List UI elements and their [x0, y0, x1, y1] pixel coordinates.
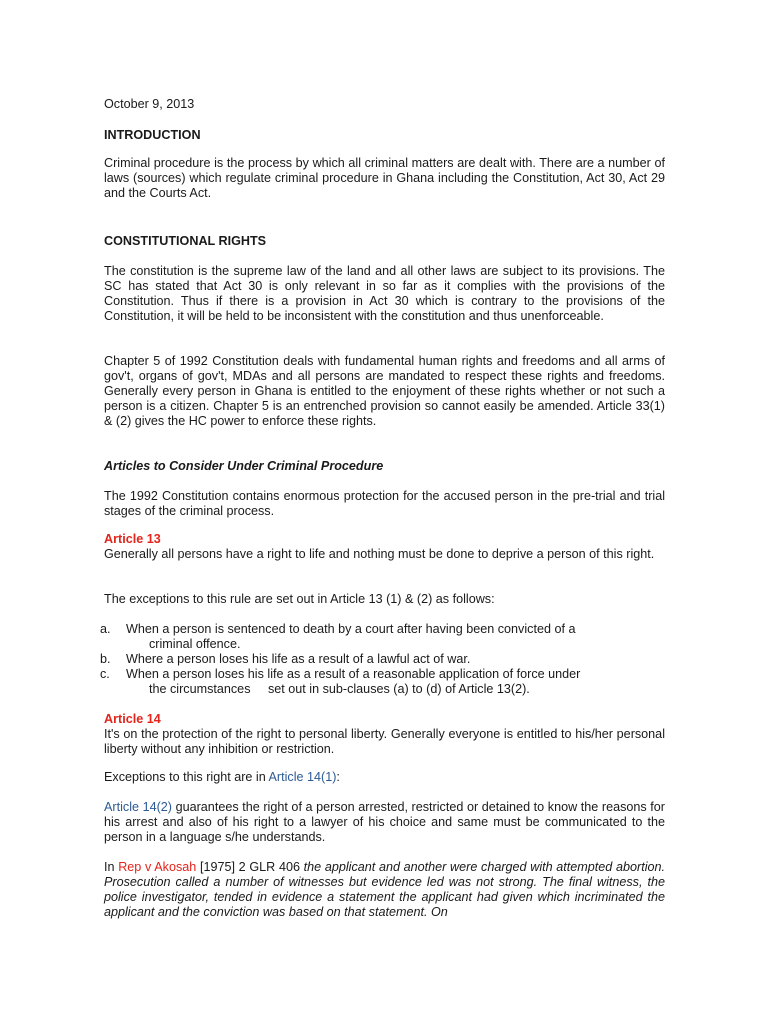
article-13-exception-a [100, 622, 665, 652]
case-facts: the applicant and another were charged with attempted abortion. Prosecution called a number of witnesses but evidence led was not strong. The final witness, the police investigator, tended in evidence a statement the applicant had given which incriminated the applicant and the conviction was based on that statement. On [104, 860, 666, 919]
case-citation: [1975] 2 GLR 406 [196, 860, 304, 874]
list-item-line: Where a person loses his life as a result of a lawful act of war. [126, 652, 471, 666]
article-13-paragraph: Generally all persons have a right to life and nothing must be done to deprive a person of this right. [104, 547, 655, 561]
article-14-paragraph: It's on the protection of the right to personal liberty. Generally everyone is entitled to his/her personal liberty without any inhibition or restriction. [104, 727, 665, 756]
article-14-exceptions-line [104, 770, 665, 785]
constitutional-rights-paragraph-1: The constitution is the supreme law of the land and all other laws are subject to its provisions. The SC has stated that Act 30 is only relevant in so far as it complies with the provisions of the Constitution. Thus if there is a provision in Act 30 which is contrary to the provisions of the Constitution, it will be held to be inconsistent with the constitution and thus unenforceable. [104, 264, 665, 323]
constitutional-rights-heading: CONSTITUTIONAL RIGHTS [104, 234, 267, 248]
case-name: Rep v Akosah [118, 860, 197, 874]
article-14-title: Article 14 [104, 712, 161, 726]
introduction-heading: INTRODUCTION [104, 128, 201, 142]
list-item-line: the circumstances set out in sub-clauses (a) to (d) of Article 13(2). [149, 682, 530, 696]
constitutional-rights-paragraph-2: Chapter 5 of 1992 Constitution deals with fundamental human rights and freedoms and all arms of gov't, organs of gov't, MDAs and all persons are mandated to respect these rights and freedoms. Generally every person in Ghana is entitled to the enjoyment of these rights whether or not such a person is a citizen. Chapter 5 is an entrenched provision so cannot easily be amended. Article 33(1) & (2) gives the HC power to enforce these rights. [104, 354, 665, 428]
case-paragraph [104, 860, 665, 920]
article-13-exception-b [100, 652, 665, 667]
list-marker: c. [100, 667, 110, 681]
exceptions-prefix: Exceptions to this right are in [104, 770, 269, 784]
list-item-line: When a person is sentenced to death by a court after having been convicted of a [126, 622, 576, 636]
articles-intro-paragraph: The 1992 Constitution contains enormous protection for the accused person in the pre-trial and trial stages of the criminal process. [104, 489, 665, 518]
document-date: October 9, 2013 [104, 97, 195, 111]
article-14-1-reference: Article 14(1) [268, 770, 337, 784]
introduction-paragraph: Criminal procedure is the process by which all criminal matters are dealt with. There are a number of laws (sources) which regulate criminal procedure in Ghana including the Constitution, Act 30, Act 29 and the Courts Act. [104, 156, 665, 200]
article-13-exception-c [100, 667, 665, 697]
article-14-2-reference: Article 14(2) [104, 800, 172, 814]
exceptions-suffix: : [336, 770, 340, 784]
list-item-line: criminal offence. [149, 637, 241, 651]
article-13-title: Article 13 [104, 532, 161, 546]
article-13-exceptions-intro: The exceptions to this rule are set out in Article 13 (1) & (2) as follows: [104, 592, 495, 606]
articles-heading: Articles to Consider Under Criminal Procedure [104, 459, 384, 473]
list-marker: a. [100, 622, 111, 636]
list-item-line: When a person loses his life as a result of a reasonable application of force under [126, 667, 581, 681]
case-prefix: In [104, 860, 119, 874]
list-marker: b. [100, 652, 111, 666]
article-14-2-text: guarantees the right of a person arrested, restricted or detained to know the reasons for his arrest and also of his right to a lawyer of his choice and same must be communicated to the person in a language s/he understands. [104, 800, 665, 844]
article-14-2-paragraph [104, 800, 665, 845]
